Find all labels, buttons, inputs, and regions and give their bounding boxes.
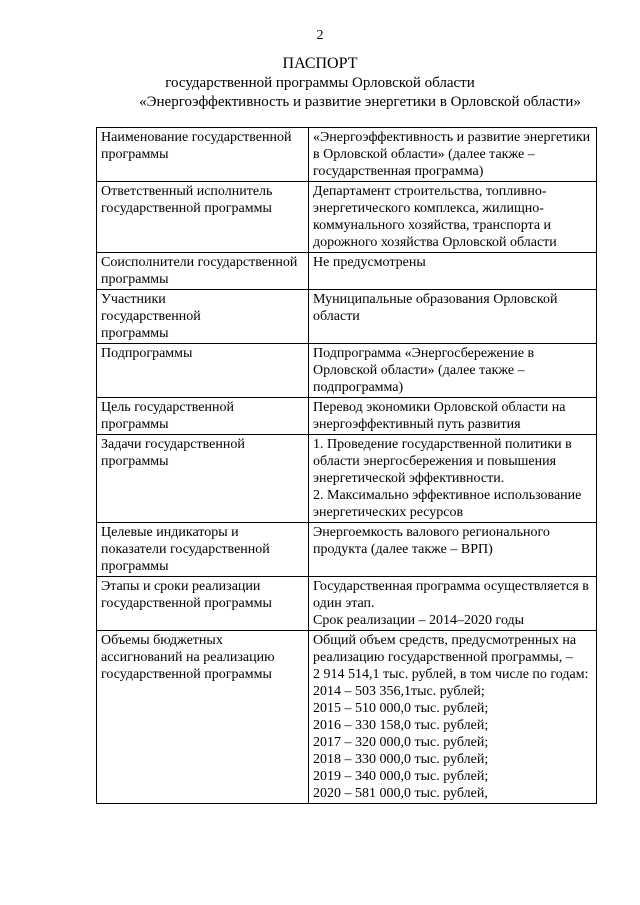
budget-year-2018: 2018 – 330 000,0 тыс. рублей; (313, 752, 489, 767)
budget-year-2019: 2019 – 340 000,0 тыс. рублей; (313, 769, 489, 784)
row-value: Перевод экономики Орловской области на энергоэффективный путь развития (309, 398, 597, 435)
row-label: Соисполнители государственной программы (97, 253, 309, 290)
row-label: Этапы и сроки реализации государственной программы (97, 577, 309, 631)
row-value: Подпрограмма «Энергосбережение в Орловской области» (далее также – подпрограмма) (309, 344, 597, 398)
row-value: Не предусмотрены (309, 253, 597, 290)
document-title: ПАСПОРТ (282, 55, 358, 72)
row-label: Объемы бюджетных ассигнований на реализацию государственной программы (97, 631, 309, 804)
row-value: 1. Проведение государственной политики в области энергосбережения и повышения энергетической эффективности. 2. Максимально эффективное использование энергетических ресурсов (309, 435, 597, 523)
table-row (97, 344, 597, 398)
table-row (97, 182, 597, 253)
table-row (97, 128, 597, 182)
budget-year-2015: 2015 – 510 000,0 тыс. рублей; (313, 701, 489, 716)
row-value: Департамент строительства, топливно-энергетического комплекса, жилищно-коммунального хозяйства, транспорта и дорожного хозяйства Орловской области (309, 182, 597, 253)
row-label: Цель государственной программы (97, 398, 309, 435)
row-value: Муниципальные образования Орловской области (309, 290, 597, 344)
passport-table (96, 127, 597, 804)
row-value: Энергоемкость валового регионального продукта (далее также – ВРП) (309, 523, 597, 577)
row-value: «Энергоэффективность и развитие энергетики в Орловской области» (далее также – государственная программа) (309, 128, 597, 182)
table-row (97, 253, 597, 290)
page-number: 2 (316, 28, 324, 43)
row-label: Задачи государственной программы (97, 435, 309, 523)
budget-year-2017: 2017 – 320 000,0 тыс. рублей; (313, 735, 489, 750)
row-value: Государственная программа осуществляется в один этап. Срок реализации – 2014–2020 годы (309, 577, 597, 631)
table-row (97, 523, 597, 577)
row-label: Ответственный исполнитель государственной программы (97, 182, 309, 253)
row-label: Наименование государственной программы (97, 128, 309, 182)
table-row (97, 290, 597, 344)
budget-total: 2 914 514,1 тыс. рублей, в том числе по годам: (313, 667, 589, 682)
budget-year-2020: 2020 – 581 000,0 тыс. рублей, (313, 786, 488, 801)
program-subtitle: государственной программы Орловской области (165, 75, 475, 91)
table-row-budget (97, 631, 597, 804)
budget-year-2016: 2016 – 330 158,0 тыс. рублей; (313, 718, 489, 733)
program-name: «Энергоэффективность и развитие энергетики в Орловской области» (139, 94, 581, 110)
table-row (97, 577, 597, 631)
budget-year-2014: 2014 – 503 356,1тыс. рублей; (313, 684, 485, 699)
document-heading (0, 54, 640, 112)
row-label: Подпрограммы (97, 344, 309, 398)
budget-value (309, 631, 597, 804)
row-label: Участники государственной программы (97, 290, 309, 344)
row-label: Целевые индикаторы и показатели государственной программы (97, 523, 309, 577)
budget-intro: Общий объем средств, предусмотренных на реализацию государственной программы, – (313, 633, 577, 665)
table-row (97, 435, 597, 523)
table-row (97, 398, 597, 435)
